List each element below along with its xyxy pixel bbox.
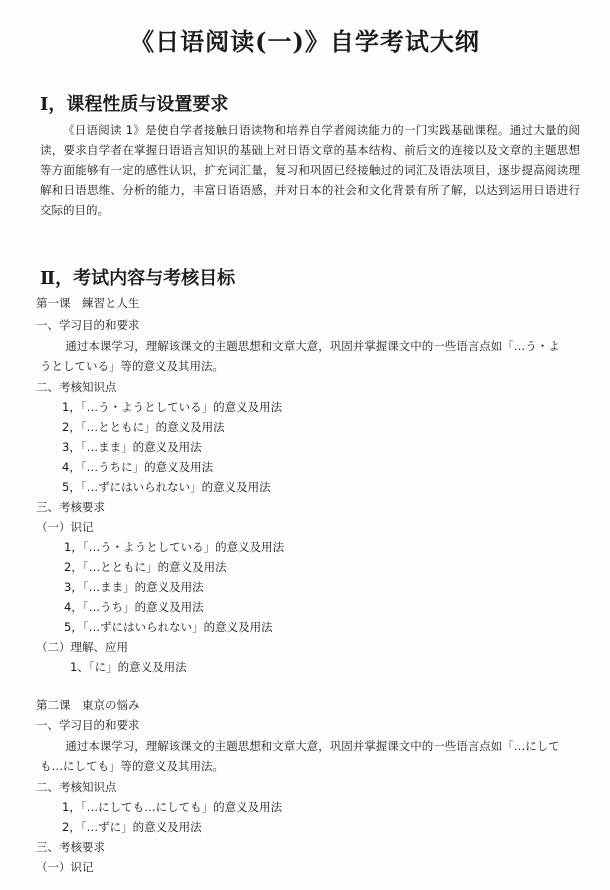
lesson-1-recall-item: 5，「…ずにはいられない」的意义及用法 [64,620,273,634]
lesson-1-goal-heading: 一、学习目的和要求 [36,318,140,332]
lesson-2-goal-text: 通过本课学习，理解该课文的主题思想和文章大意，巩固并掌握课文中的一些语言点如「…にしても…にしても」等的意义及其用法。 [40,739,560,773]
section-2-heading: Ⅱ，考试内容与考核目标 [40,268,236,289]
lesson-1-knowledge-heading: 二、考核知识点 [36,380,117,394]
lesson-2-recall-heading: （一）识记 [36,860,94,874]
lesson-2-knowledge-heading: 二、考核知识点 [36,780,117,794]
document-title: 《日语阅读(一)》自学考试大纲 [130,27,480,56]
lesson-1-recall-item: 1，「…う・ようとしている」的意义及用法 [64,540,285,554]
lesson-2-knowledge-item: 2，「…ずに」的意义及用法 [62,820,202,834]
section-1-heading: Ⅰ，课程性质与设置要求 [40,94,229,115]
lesson-1-apply-item: 1、「に」的意义及用法 [70,660,187,674]
lesson-2-goal-heading: 一、学习目的和要求 [36,718,140,732]
lesson-2-requirements-heading: 三、考核要求 [36,840,105,854]
section-1-paragraph: 《日语阅读 1》是使自学者接触日语读物和培养自学者阅读能力的一门实践基础课程。通过大量的阅读，要求自学者在掌握日语语言知识的基础上对日语文章的基本结构、前后文的连接以及文章的主题思想等方面能够有一定的感性认识，扩充词汇量，复习和巩固已经接触过的词汇及语法项目，逐步提高阅读理解和日语思维、分析的能力，丰富日语语感，并对日本的社会和文化背景有所了解，以达到运用日语进行交际的目的。 [40,123,580,217]
lesson-1-apply-heading: （二）理解、应用 [36,640,128,654]
lesson-1-knowledge-item: 3，「…まま」的意义及用法 [62,440,202,454]
lesson-1-recall-item: 2，「…とともに」的意义及用法 [64,560,227,574]
lesson-1-recall-item: 4，「…うち」的意义及用法 [64,600,204,614]
lesson-1-goal-text: 通过本课学习，理解该课文的主题思想和文章大意，巩固并掌握课文中的一些语言点如「…う・ようとしている」等的意义及其用法。 [40,339,560,373]
lesson-1-knowledge-item: 5，「…ずにはいられない」的意义及用法 [62,480,271,494]
lesson-1-recall-heading: （一）识记 [36,520,94,534]
lesson-2-title: 第二课 東京の悩み [36,698,140,712]
lesson-2-knowledge-item: 1，「…にしても…にしても」的意义及用法 [62,800,283,814]
lesson-1-title: 第一课 練習と人生 [36,296,140,310]
lesson-1-requirements-heading: 三、考核要求 [36,500,105,514]
lesson-1-recall-item: 3，「…まま」的意义及用法 [64,580,204,594]
lesson-1-knowledge-item: 1，「…う・ようとしている」的意义及用法 [62,400,283,414]
lesson-1-knowledge-item: 2，「…とともに」的意义及用法 [62,420,225,434]
lesson-1-knowledge-item: 4，「…うちに」的意义及用法 [62,460,214,474]
